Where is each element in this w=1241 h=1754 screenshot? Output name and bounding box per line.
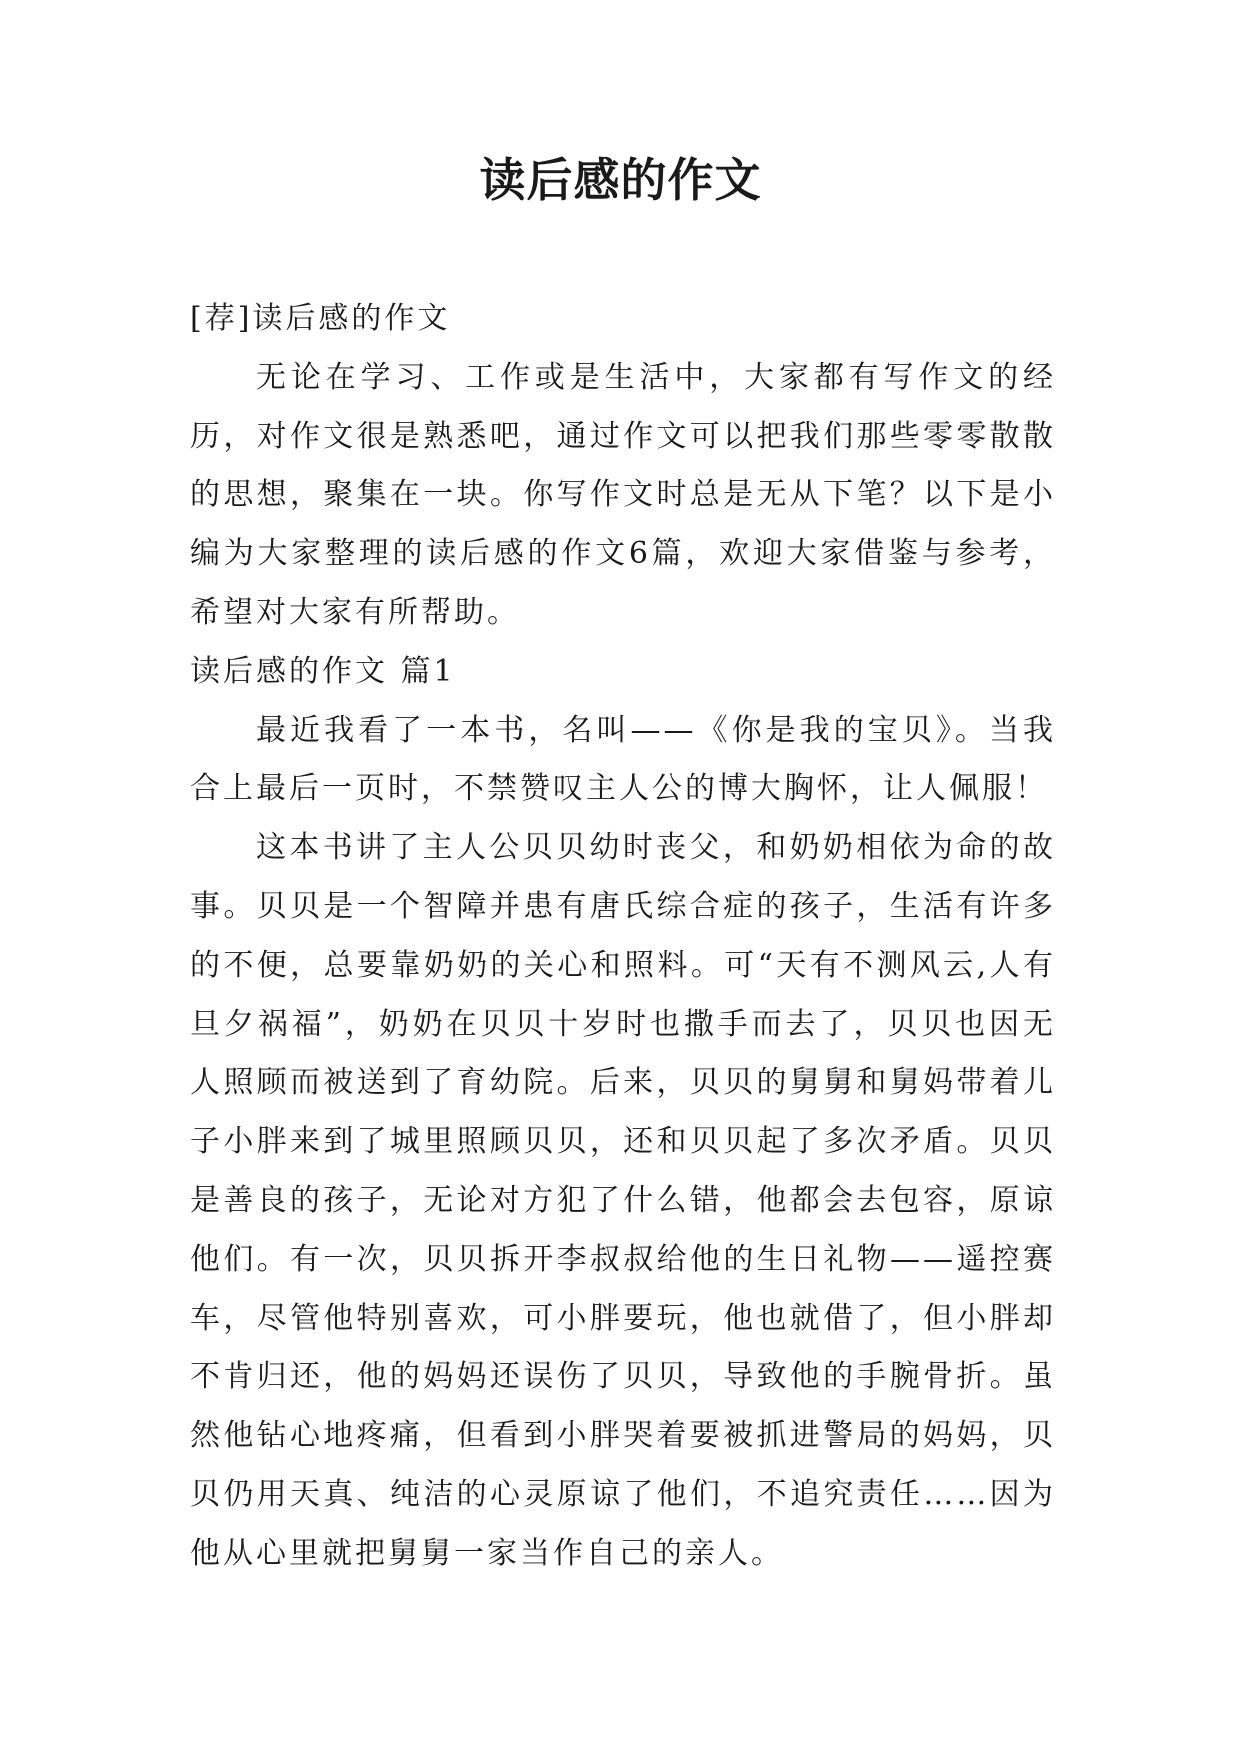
section-heading: 读后感的作文 篇1 [190,653,456,689]
intro-paragraph: 无论在学习、工作或是生活中，大家都有写作文的经历，对作文很是熟悉吧，通过作文可以把我们那些零零散散的思想，聚集在一块。你写作文时总是无从下笔？以下是小编为大家整理的读后感的作文6篇，欢迎大家借鉴与参考，希望对大家有所帮助。 [190,359,1056,630]
document-body [190,290,1056,1584]
paragraph-1: 最近我看了一本书，名叫——《你是我的宝贝》。当我合上最后一页时，不禁赞叹主人公的博大胸怀，让人佩服！ [190,712,1056,807]
paragraph-2: 这本书讲了主人公贝贝幼时丧父，和奶奶相依为命的故事。贝贝是一个智障并患有唐氏综合症的孩子，生活有许多的不便，总要靠奶奶的关心和照料。可“天有不测风云,人有旦夕祸福”，奶奶在贝贝十岁时也撒手而去了，贝贝也因无人照顾而被送到了育幼院。后来，贝贝的舅舅和舅妈带着儿子小胖来到了城里照顾贝贝，还和贝贝起了多次矛盾。贝贝是善良的孩子，无论对方犯了什么错，他都会去包容，原谅他们。有一次，贝贝拆开李叔叔给他的生日礼物——遥控赛车，尽管他特别喜欢，可小胖要玩，他也就借了，但小胖却不肯归还，他的妈妈还误伤了贝贝，导致他的手腕骨折。虽然他钻心地疼痛，但看到小胖哭着要被抓进警局的妈妈，贝贝仍用天真、纯洁的心灵原谅了他们，不追究责任……因为他从心里就把舅舅一家当作自己的亲人。 [190,830,1056,1571]
document-subtitle: [荐]读后感的作文 [190,301,451,336]
document-title: 读后感的作文 [479,153,762,207]
